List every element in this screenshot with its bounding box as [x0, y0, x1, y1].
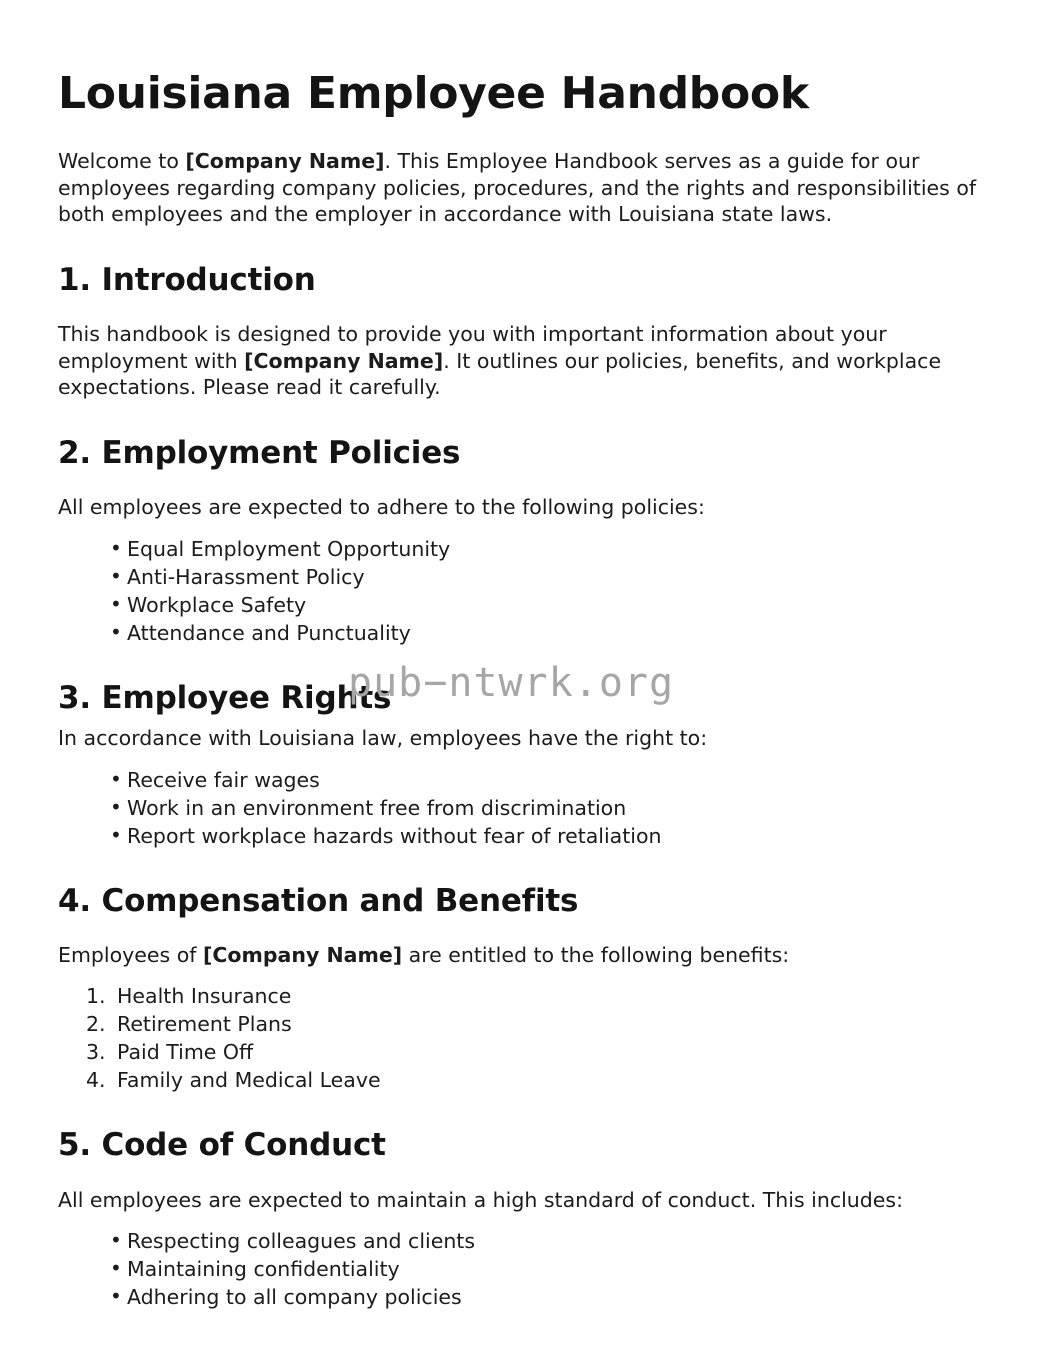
list-item: • Maintaining confidentiality [110, 1257, 980, 1282]
section-1-text-before: This handbook is designed to provide you with important information about your employment with [58, 322, 887, 373]
list-item: • Respecting colleagues and clients [110, 1229, 980, 1254]
section-4-text-before: Employees of [58, 942, 204, 967]
list-item: Paid Time Off [117, 1040, 254, 1065]
section-1-paragraph [58, 321, 980, 401]
company-name-placeholder: [Company Name] [244, 348, 444, 373]
page-title: Louisiana Employee Handbook [58, 68, 809, 119]
section-heading-introduction: 1. Introduction [58, 261, 316, 298]
company-name-placeholder: [Company Name] [203, 942, 403, 967]
list-item: • Report workplace hazards without fear of retaliation [110, 824, 980, 849]
list-item: • Equal Employment Opportunity [110, 537, 980, 562]
section-2-paragraph: All employees are expected to adhere to the following policies: [58, 495, 705, 520]
section-1-text-after: . It outlines our policies, benefits, and workplace expectations. Please read it carefully. [58, 348, 942, 400]
list-item: Family and Medical Leave [117, 1068, 381, 1093]
code-of-conduct-list [58, 1229, 980, 1310]
intro-text-before: Welcome to [58, 148, 186, 173]
section-heading-employee-rights: 3. Employee Rights [58, 679, 392, 716]
employee-rights-list [58, 768, 980, 849]
section-heading-code-of-conduct: 5. Code of Conduct [58, 1127, 386, 1164]
section-4-text-after: are entitled to the following benefits: [402, 942, 790, 967]
section-heading-compensation-and-benefits: 4. Compensation and Benefits [58, 882, 579, 919]
list-item: Health Insurance [117, 984, 292, 1009]
section-3-paragraph: In accordance with Louisiana law, employees have the right to: [58, 725, 708, 750]
section-4-paragraph [58, 942, 980, 969]
intro-text-after: . This Employee Handbook serves as a guide for our employees regarding company policies, procedures, and the rights and responsibilities of both employees and the employer in accordance with Louisiana state laws. [58, 148, 977, 227]
site-watermark: pub−ntwrk.org [348, 660, 675, 706]
section-heading-employment-policies: 2. Employment Policies [58, 434, 461, 471]
employment-policies-list [58, 537, 980, 646]
intro-paragraph [58, 148, 980, 228]
section-5-paragraph: All employees are expected to maintain a high standard of conduct. This includes: [58, 1187, 903, 1212]
list-item: • Work in an environment free from discrimination [110, 796, 980, 821]
list-item: Retirement Plans [117, 1012, 292, 1037]
list-item: • Receive fair wages [110, 768, 980, 793]
list-item: • Attendance and Punctuality [110, 621, 980, 646]
list-item: • Anti-Harassment Policy [110, 565, 980, 590]
benefits-list [58, 984, 980, 1093]
company-name-placeholder: [Company Name] [185, 148, 385, 173]
list-item: • Workplace Safety [110, 593, 980, 618]
list-item: • Adhering to all company policies [110, 1285, 980, 1310]
